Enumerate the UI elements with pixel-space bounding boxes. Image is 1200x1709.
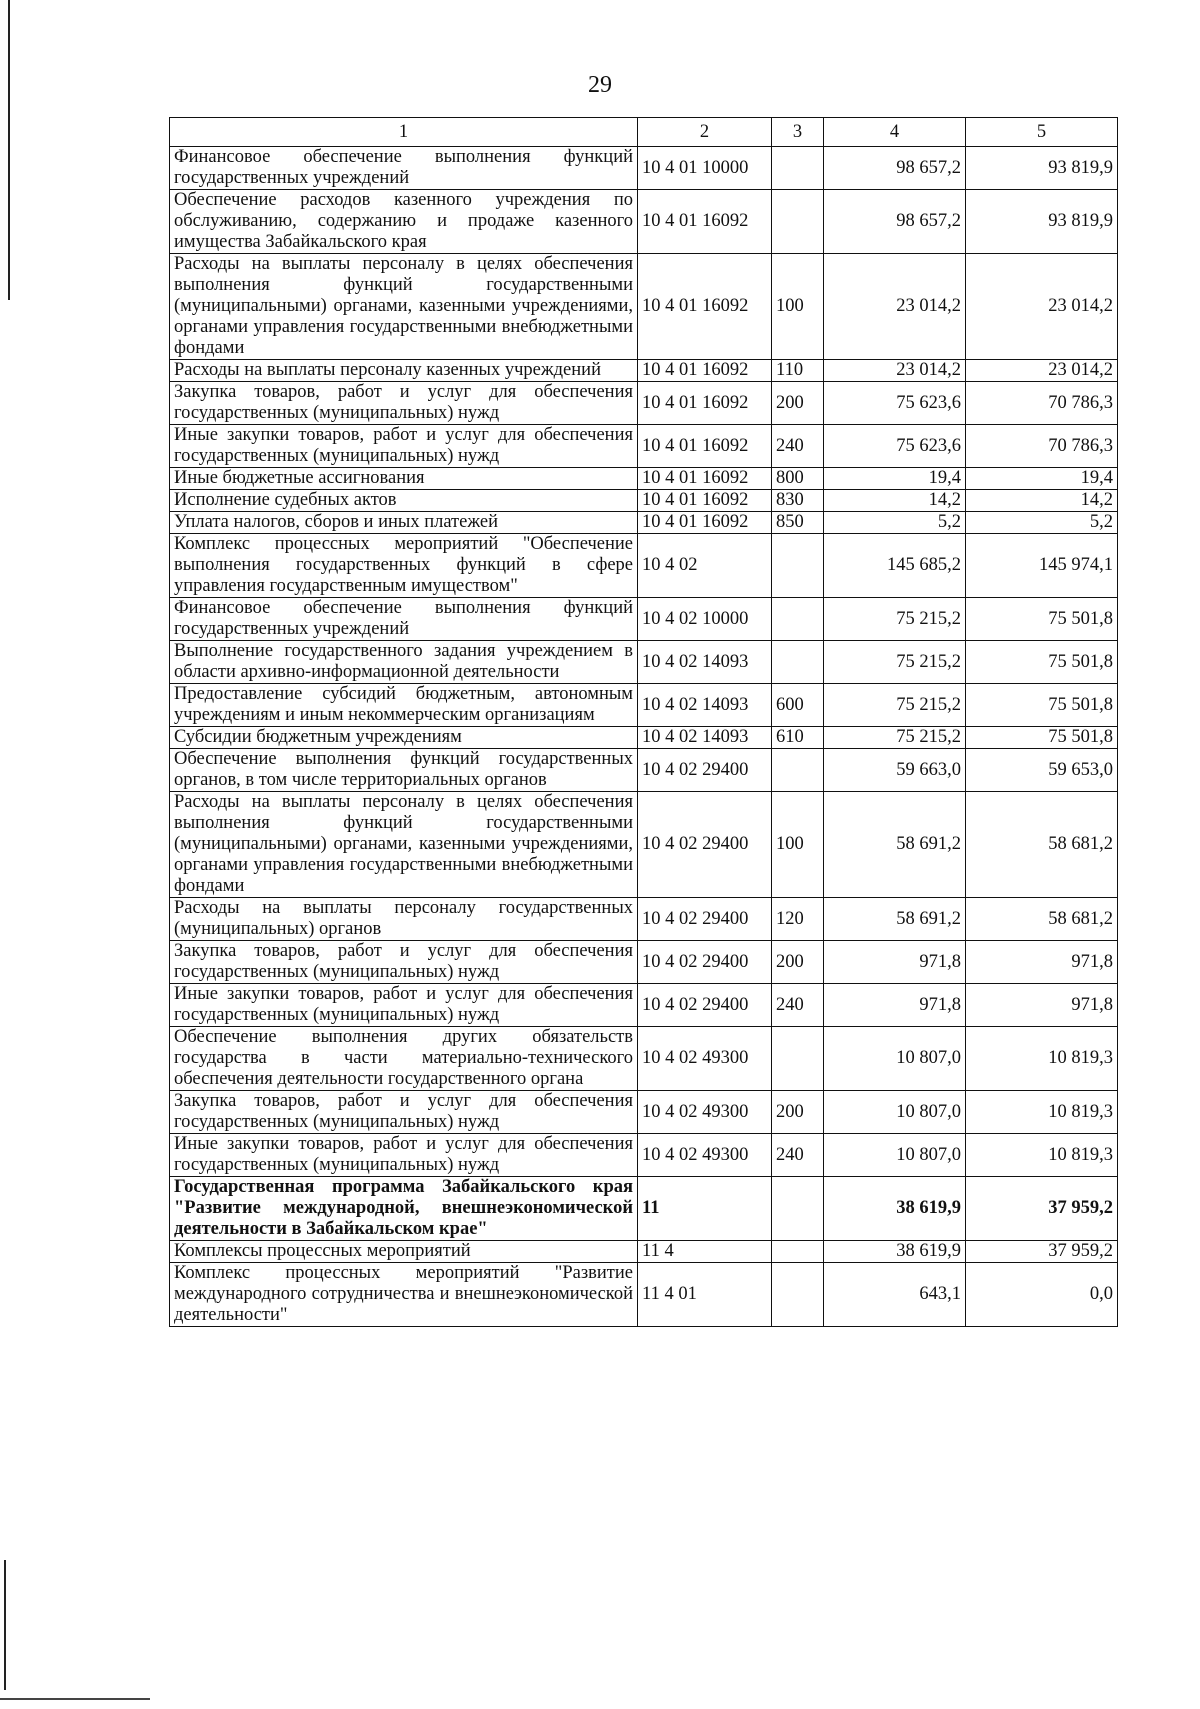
- row-amount-col4: 10 807,0: [824, 1091, 966, 1134]
- row-amount-col4: 59 663,0: [824, 749, 966, 792]
- row-name: Исполнение судебных актов: [170, 490, 638, 512]
- table-row: [170, 468, 1118, 490]
- table-row: [170, 749, 1118, 792]
- row-amount-col4: 98 657,2: [824, 147, 966, 190]
- table-row: [170, 425, 1118, 468]
- row-code: 10 4 02 29400: [638, 749, 772, 792]
- row-amount-col5: 37 959,2: [966, 1177, 1118, 1241]
- header-col-5: 5: [966, 118, 1118, 147]
- row-name: Предоставление субсидий бюджетным, автономным учреждениям и иным некоммерческим организациям: [170, 684, 638, 727]
- table-row: [170, 534, 1118, 598]
- row-amount-col4: 98 657,2: [824, 190, 966, 254]
- row-code: 10 4 02 49300: [638, 1134, 772, 1177]
- row-expense-type: 240: [772, 1134, 824, 1177]
- row-expense-type: 200: [772, 1091, 824, 1134]
- table-row: [170, 792, 1118, 898]
- header-col-1: 1: [170, 118, 638, 147]
- table-row: [170, 727, 1118, 749]
- row-expense-type: [772, 190, 824, 254]
- row-amount-col4: 75 215,2: [824, 727, 966, 749]
- row-code: 10 4 01 16092: [638, 382, 772, 425]
- row-name: Уплата налогов, сборов и иных платежей: [170, 512, 638, 534]
- row-expense-type: 850: [772, 512, 824, 534]
- row-name: Закупка товаров, работ и услуг для обеспечения государственных (муниципальных) нужд: [170, 382, 638, 425]
- row-code: 10 4 02 29400: [638, 941, 772, 984]
- row-amount-col5: 58 681,2: [966, 792, 1118, 898]
- row-expense-type: [772, 598, 824, 641]
- row-amount-col4: 75 215,2: [824, 684, 966, 727]
- row-name: Обеспечение выполнения функций государственных органов, в том числе территориальных органов: [170, 749, 638, 792]
- row-code: 10 4 02 49300: [638, 1027, 772, 1091]
- row-amount-col4: 14,2: [824, 490, 966, 512]
- row-expense-type: [772, 749, 824, 792]
- row-amount-col4: 38 619,9: [824, 1177, 966, 1241]
- row-code: 11: [638, 1177, 772, 1241]
- table-row: [170, 1263, 1118, 1327]
- left-edge-scan-mark-lower: [4, 1560, 6, 1690]
- row-amount-col5: 75 501,8: [966, 641, 1118, 684]
- row-amount-col4: 10 807,0: [824, 1027, 966, 1091]
- row-expense-type: 110: [772, 360, 824, 382]
- table-row: [170, 360, 1118, 382]
- table-row: [170, 490, 1118, 512]
- row-amount-col4: 38 619,9: [824, 1241, 966, 1263]
- row-amount-col4: 643,1: [824, 1263, 966, 1327]
- table-row: [170, 512, 1118, 534]
- row-amount-col4: 58 691,2: [824, 898, 966, 941]
- row-amount-col5: 75 501,8: [966, 727, 1118, 749]
- row-amount-col5: 75 501,8: [966, 684, 1118, 727]
- row-amount-col4: 75 623,6: [824, 425, 966, 468]
- left-edge-scan-mark: [8, 0, 10, 300]
- table-header-row: [170, 118, 1118, 147]
- row-amount-col5: 971,8: [966, 941, 1118, 984]
- row-code: 10 4 02 10000: [638, 598, 772, 641]
- row-code: 10 4 01 10000: [638, 147, 772, 190]
- row-expense-type: 240: [772, 984, 824, 1027]
- row-code: 10 4 02: [638, 534, 772, 598]
- row-name: Обеспечение расходов казенного учреждения по обслуживанию, содержанию и продаже казенного имущества Забайкальского края: [170, 190, 638, 254]
- row-amount-col5: 19,4: [966, 468, 1118, 490]
- row-expense-type: [772, 1263, 824, 1327]
- row-amount-col5: 14,2: [966, 490, 1118, 512]
- row-amount-col5: 10 819,3: [966, 1134, 1118, 1177]
- row-amount-col5: 70 786,3: [966, 382, 1118, 425]
- row-expense-type: [772, 1241, 824, 1263]
- header-col-4: 4: [824, 118, 966, 147]
- row-name: Комплекс процессных мероприятий "Развитие международного сотрудничества и внешнеэкономической деятельности": [170, 1263, 638, 1327]
- table-row: [170, 254, 1118, 360]
- header-col-3: 3: [772, 118, 824, 147]
- table-row: [170, 641, 1118, 684]
- row-code: 10 4 02 49300: [638, 1091, 772, 1134]
- row-name: Комплекс процессных мероприятий "Обеспечение выполнения государственных функций в сфере управления государственным имуществом": [170, 534, 638, 598]
- row-code: 10 4 01 16092: [638, 190, 772, 254]
- header-col-2: 2: [638, 118, 772, 147]
- row-amount-col4: 971,8: [824, 941, 966, 984]
- row-name: Расходы на выплаты персоналу государственных (муниципальных) органов: [170, 898, 638, 941]
- page-number: 29: [588, 72, 612, 98]
- table-row: [170, 1241, 1118, 1263]
- table-row: [170, 147, 1118, 190]
- row-name: Финансовое обеспечение выполнения функций государственных учреждений: [170, 147, 638, 190]
- row-amount-col4: 75 623,6: [824, 382, 966, 425]
- row-code: 10 4 02 14093: [638, 641, 772, 684]
- row-name: Иные закупки товаров, работ и услуг для обеспечения государственных (муниципальных) нужд: [170, 425, 638, 468]
- table-row: [170, 898, 1118, 941]
- row-code: 10 4 01 16092: [638, 254, 772, 360]
- bottom-scan-line: [0, 1698, 150, 1700]
- row-expense-type: [772, 1177, 824, 1241]
- row-amount-col5: 59 653,0: [966, 749, 1118, 792]
- row-amount-col5: 145 974,1: [966, 534, 1118, 598]
- table-row: [170, 984, 1118, 1027]
- row-expense-type: [772, 1027, 824, 1091]
- row-amount-col4: 58 691,2: [824, 792, 966, 898]
- table-row: [170, 1027, 1118, 1091]
- table-body: [170, 147, 1118, 1327]
- row-amount-col4: 75 215,2: [824, 641, 966, 684]
- row-expense-type: 200: [772, 941, 824, 984]
- row-name: Расходы на выплаты персоналу казенных учреждений: [170, 360, 638, 382]
- row-expense-type: 200: [772, 382, 824, 425]
- row-amount-col5: 75 501,8: [966, 598, 1118, 641]
- row-name: Расходы на выплаты персоналу в целях обеспечения выполнения функций государственными (муниципальными) органами, казенными учреждениями, органами управления государственными внебюджетными фондами: [170, 254, 638, 360]
- row-code: 10 4 01 16092: [638, 490, 772, 512]
- row-expense-type: 830: [772, 490, 824, 512]
- row-amount-col5: 10 819,3: [966, 1091, 1118, 1134]
- row-expense-type: [772, 641, 824, 684]
- row-amount-col5: 23 014,2: [966, 360, 1118, 382]
- table-row: [170, 1177, 1118, 1241]
- row-amount-col4: 971,8: [824, 984, 966, 1027]
- table-row: [170, 1091, 1118, 1134]
- row-expense-type: 240: [772, 425, 824, 468]
- row-amount-col4: 23 014,2: [824, 360, 966, 382]
- row-code: 10 4 01 16092: [638, 468, 772, 490]
- row-expense-type: 100: [772, 254, 824, 360]
- row-code: 11 4 01: [638, 1263, 772, 1327]
- row-expense-type: 100: [772, 792, 824, 898]
- row-amount-col5: 37 959,2: [966, 1241, 1118, 1263]
- row-amount-col5: 23 014,2: [966, 254, 1118, 360]
- row-name: Иные бюджетные ассигнования: [170, 468, 638, 490]
- row-amount-col5: 93 819,9: [966, 147, 1118, 190]
- row-name: Закупка товаров, работ и услуг для обеспечения государственных (муниципальных) нужд: [170, 1091, 638, 1134]
- table-row: [170, 598, 1118, 641]
- row-amount-col5: 971,8: [966, 984, 1118, 1027]
- row-expense-type: 610: [772, 727, 824, 749]
- row-code: 10 4 01 16092: [638, 360, 772, 382]
- row-expense-type: [772, 147, 824, 190]
- row-name: Выполнение государственного задания учреждением в области архивно-информационной деятельности: [170, 641, 638, 684]
- table-row: [170, 684, 1118, 727]
- row-amount-col5: 70 786,3: [966, 425, 1118, 468]
- row-amount-col4: 10 807,0: [824, 1134, 966, 1177]
- row-name: Расходы на выплаты персоналу в целях обеспечения выполнения функций государственными (муниципальными) органами, казенными учреждениями, органами управления государственными внебюджетными фондами: [170, 792, 638, 898]
- row-code: 10 4 01 16092: [638, 512, 772, 534]
- row-expense-type: [772, 534, 824, 598]
- row-name: Финансовое обеспечение выполнения функций государственных учреждений: [170, 598, 638, 641]
- row-name: Обеспечение выполнения других обязательств государства в части материально-технического обеспечения деятельности государственного органа: [170, 1027, 638, 1091]
- row-code: 10 4 02 14093: [638, 684, 772, 727]
- table-row: [170, 382, 1118, 425]
- row-code: 10 4 02 29400: [638, 898, 772, 941]
- row-code: 10 4 02 29400: [638, 984, 772, 1027]
- row-name: Государственная программа Забайкальского края "Развитие международной, внешнеэкономической деятельности в Забайкальском крае": [170, 1177, 638, 1241]
- row-name: Субсидии бюджетным учреждениям: [170, 727, 638, 749]
- row-name: Комплексы процессных мероприятий: [170, 1241, 638, 1263]
- row-amount-col4: 23 014,2: [824, 254, 966, 360]
- row-amount-col5: 5,2: [966, 512, 1118, 534]
- row-name: Закупка товаров, работ и услуг для обеспечения государственных (муниципальных) нужд: [170, 941, 638, 984]
- table-row: [170, 190, 1118, 254]
- row-code: 10 4 02 29400: [638, 792, 772, 898]
- budget-table: [169, 117, 1118, 1327]
- table-row: [170, 941, 1118, 984]
- row-code: 10 4 02 14093: [638, 727, 772, 749]
- row-amount-col4: 145 685,2: [824, 534, 966, 598]
- table-row: [170, 1134, 1118, 1177]
- row-amount-col4: 5,2: [824, 512, 966, 534]
- row-amount-col4: 75 215,2: [824, 598, 966, 641]
- row-code: 10 4 01 16092: [638, 425, 772, 468]
- row-expense-type: 120: [772, 898, 824, 941]
- row-expense-type: 600: [772, 684, 824, 727]
- row-name: Иные закупки товаров, работ и услуг для обеспечения государственных (муниципальных) нужд: [170, 1134, 638, 1177]
- row-amount-col5: 58 681,2: [966, 898, 1118, 941]
- row-name: Иные закупки товаров, работ и услуг для обеспечения государственных (муниципальных) нужд: [170, 984, 638, 1027]
- row-code: 11 4: [638, 1241, 772, 1263]
- row-amount-col5: 10 819,3: [966, 1027, 1118, 1091]
- row-expense-type: 800: [772, 468, 824, 490]
- row-amount-col4: 19,4: [824, 468, 966, 490]
- row-amount-col5: 93 819,9: [966, 190, 1118, 254]
- row-amount-col5: 0,0: [966, 1263, 1118, 1327]
